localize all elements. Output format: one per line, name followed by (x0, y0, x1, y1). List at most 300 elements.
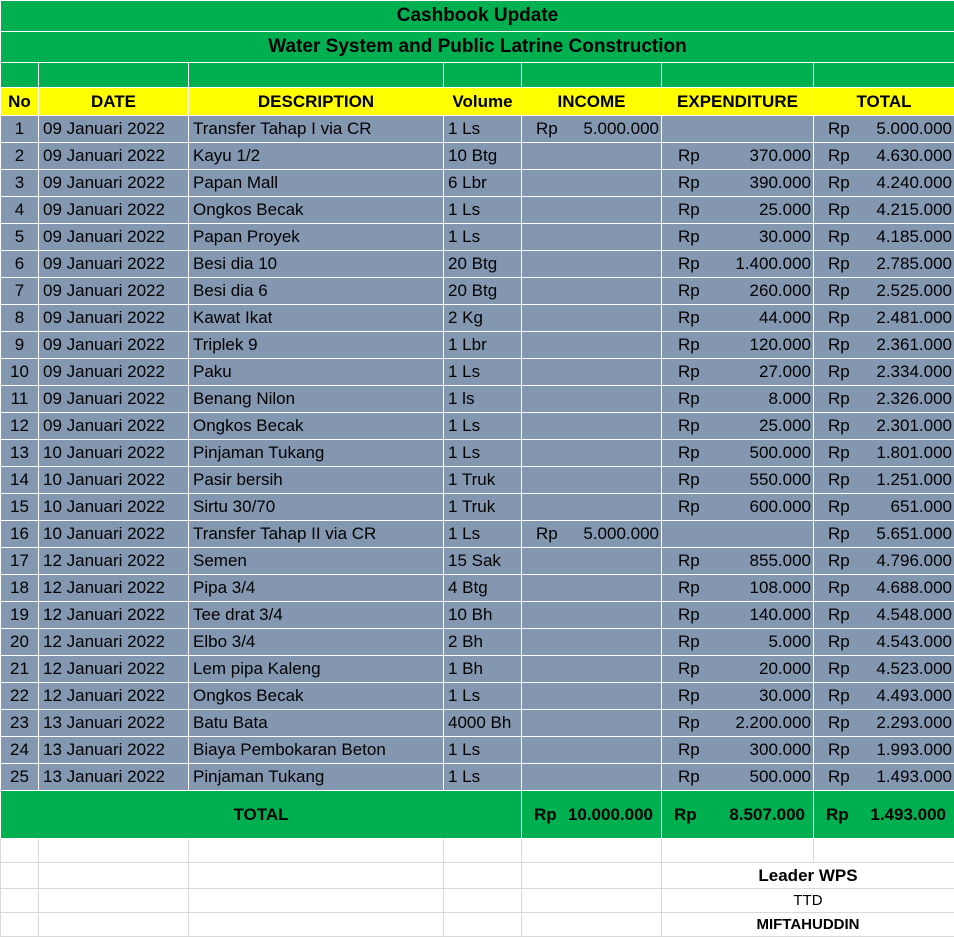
row-description-cell[interactable]: Pinjaman Tukang (189, 764, 444, 791)
header-description[interactable]: DESCRIPTION (189, 88, 444, 116)
empty-cell[interactable] (1, 839, 39, 863)
row-date-cell[interactable]: 12 Januari 2022 (39, 548, 189, 575)
currency-label: Rp (678, 659, 700, 679)
row-income-cell[interactable] (522, 629, 662, 656)
row-expenditure-value: 25.000 (759, 200, 811, 220)
row-description-cell[interactable]: Elbo 3/4 (189, 629, 444, 656)
row-description-cell[interactable]: Transfer Tahap I via CR (189, 116, 444, 143)
row-volume-cell[interactable]: 4000 Bh (444, 710, 522, 737)
row-expenditure-value: 108.000 (750, 578, 811, 598)
row-expenditure-value: 25.000 (759, 416, 811, 436)
row-expenditure-value: 855.000 (750, 551, 811, 571)
row-no-cell[interactable]: 11 (1, 386, 39, 413)
sheet-subtitle[interactable]: Water System and Public Latrine Construction (1, 32, 954, 63)
row-income-value: 5.000.000 (583, 524, 659, 544)
row-income-cell[interactable] (522, 521, 662, 548)
row-income-cell[interactable] (522, 170, 662, 197)
currency-label: Rp (536, 524, 558, 544)
empty-cell[interactable] (522, 913, 662, 937)
row-income-cell[interactable] (522, 332, 662, 359)
row-income-cell[interactable] (522, 143, 662, 170)
row-total-value: 2.334.000 (876, 362, 952, 382)
row-description-cell[interactable]: Kayu 1/2 (189, 143, 444, 170)
currency-label: Rp (678, 767, 700, 787)
row-no-cell[interactable]: 5 (1, 224, 39, 251)
row-date-cell[interactable]: 12 Januari 2022 (39, 656, 189, 683)
row-expenditure-cell[interactable] (662, 440, 814, 467)
row-date-cell[interactable]: 10 Januari 2022 (39, 440, 189, 467)
row-expenditure-value: 2.200.000 (735, 713, 811, 733)
row-total-value: 651.000 (891, 497, 952, 517)
currency-label: Rp (678, 740, 700, 760)
table-row (1, 359, 954, 386)
row-no-cell[interactable]: 4 (1, 197, 39, 224)
row-volume-cell[interactable]: 10 Bh (444, 602, 522, 629)
total-income-value: 10.000.000 (568, 805, 653, 825)
header-date[interactable]: DATE (39, 88, 189, 116)
row-income-cell[interactable] (522, 305, 662, 332)
row-date-cell[interactable]: 09 Januari 2022 (39, 278, 189, 305)
table-row (1, 413, 954, 440)
row-total-cell[interactable] (814, 413, 954, 440)
spacer-cell[interactable] (814, 63, 954, 88)
row-date-cell[interactable]: 10 Januari 2022 (39, 467, 189, 494)
row-expenditure-cell[interactable] (662, 278, 814, 305)
row-date-cell[interactable]: 09 Januari 2022 (39, 251, 189, 278)
row-expenditure-cell[interactable] (662, 683, 814, 710)
spacer-cell[interactable] (522, 63, 662, 88)
row-total-value: 2.481.000 (876, 308, 952, 328)
row-total-value: 4.630.000 (876, 146, 952, 166)
table-row (1, 170, 954, 197)
row-no-cell[interactable]: 18 (1, 575, 39, 602)
row-volume-cell[interactable]: 1 Ls (444, 359, 522, 386)
row-total-value: 4.185.000 (876, 227, 952, 247)
row-no-cell[interactable]: 13 (1, 440, 39, 467)
table-row (1, 116, 954, 143)
row-description-cell[interactable]: Ongkos Becak (189, 197, 444, 224)
row-date-cell[interactable]: 12 Januari 2022 (39, 602, 189, 629)
header-expenditure[interactable]: EXPENDITURE (662, 88, 814, 116)
row-income-cell[interactable] (522, 737, 662, 764)
empty-cell[interactable] (1, 863, 39, 889)
row-date-cell[interactable]: 09 Januari 2022 (39, 305, 189, 332)
row-income-cell[interactable] (522, 710, 662, 737)
currency-label: Rp (678, 632, 700, 652)
sheet-title[interactable]: Cashbook Update (1, 1, 954, 32)
table-row (1, 440, 954, 467)
row-volume-cell[interactable]: 1 Ls (444, 116, 522, 143)
spacer-cell[interactable] (189, 63, 444, 88)
table-row (1, 737, 954, 764)
currency-label: Rp (828, 308, 850, 328)
total-total-cell[interactable] (814, 791, 954, 839)
empty-cell[interactable] (444, 839, 522, 863)
currency-label: Rp (674, 805, 697, 825)
currency-label: Rp (828, 470, 850, 490)
currency-label: Rp (678, 416, 700, 436)
row-income-cell[interactable] (522, 494, 662, 521)
row-volume-cell[interactable]: 1 ls (444, 386, 522, 413)
table-row (1, 602, 954, 629)
row-total-value: 5.651.000 (876, 524, 952, 544)
row-income-value: 5.000.000 (583, 119, 659, 139)
row-expenditure-cell[interactable] (662, 629, 814, 656)
row-description-cell[interactable]: Triplek 9 (189, 332, 444, 359)
row-total-cell[interactable] (814, 737, 954, 764)
row-date-cell[interactable]: 13 Januari 2022 (39, 764, 189, 791)
spacer-cell[interactable] (444, 63, 522, 88)
row-no-cell[interactable]: 8 (1, 305, 39, 332)
row-total-value: 4.493.000 (876, 686, 952, 706)
table-row (1, 305, 954, 332)
row-expenditure-cell[interactable] (662, 548, 814, 575)
row-no-cell[interactable]: 14 (1, 467, 39, 494)
row-total-cell[interactable] (814, 143, 954, 170)
row-no-cell[interactable]: 17 (1, 548, 39, 575)
row-volume-cell[interactable]: 1 Ls (444, 440, 522, 467)
row-total-value: 2.525.000 (876, 281, 952, 301)
row-description-cell[interactable]: Ongkos Becak (189, 683, 444, 710)
row-expenditure-cell[interactable] (662, 494, 814, 521)
empty-cell[interactable] (662, 839, 814, 863)
row-volume-cell[interactable]: 1 Ls (444, 683, 522, 710)
row-date-cell[interactable]: 10 Januari 2022 (39, 521, 189, 548)
row-expenditure-cell[interactable] (662, 413, 814, 440)
row-volume-cell[interactable]: 6 Lbr (444, 170, 522, 197)
empty-cell[interactable] (522, 839, 662, 863)
row-no-cell[interactable]: 25 (1, 764, 39, 791)
row-income-cell[interactable] (522, 197, 662, 224)
row-description-cell[interactable]: Biaya Pembokaran Beton (189, 737, 444, 764)
row-date-cell[interactable]: 09 Januari 2022 (39, 413, 189, 440)
header-no[interactable]: No (1, 88, 39, 116)
row-description-cell[interactable]: Pipa 3/4 (189, 575, 444, 602)
signature-name[interactable]: MIFTAHUDDIN (662, 913, 954, 937)
row-date-cell[interactable]: 12 Januari 2022 (39, 683, 189, 710)
row-description-cell[interactable]: Batu Bata (189, 710, 444, 737)
row-expenditure-value: 5.000 (768, 632, 811, 652)
currency-label: Rp (678, 200, 700, 220)
table-row (1, 467, 954, 494)
row-description-cell[interactable]: Tee drat 3/4 (189, 602, 444, 629)
row-total-value: 1.801.000 (876, 443, 952, 463)
row-volume-cell[interactable]: 1 Lbr (444, 332, 522, 359)
row-total-cell[interactable] (814, 224, 954, 251)
row-total-value: 4.240.000 (876, 173, 952, 193)
row-income-cell[interactable] (522, 548, 662, 575)
row-income-cell[interactable] (522, 602, 662, 629)
row-no-cell[interactable]: 7 (1, 278, 39, 305)
row-expenditure-cell[interactable] (662, 764, 814, 791)
row-expenditure-cell[interactable] (662, 116, 814, 143)
empty-cell[interactable] (444, 889, 522, 913)
row-expenditure-cell[interactable] (662, 521, 814, 548)
row-volume-cell[interactable]: 2 Kg (444, 305, 522, 332)
row-volume-cell[interactable]: 15 Sak (444, 548, 522, 575)
row-total-value: 4.688.000 (876, 578, 952, 598)
row-volume-cell[interactable]: 1 Ls (444, 764, 522, 791)
empty-cell[interactable] (1, 913, 39, 937)
row-volume-cell[interactable]: 1 Ls (444, 737, 522, 764)
row-description-cell[interactable]: Sirtu 30/70 (189, 494, 444, 521)
row-volume-cell[interactable]: 1 Ls (444, 521, 522, 548)
row-expenditure-cell[interactable] (662, 359, 814, 386)
row-no-cell[interactable]: 6 (1, 251, 39, 278)
currency-label: Rp (828, 767, 850, 787)
currency-label: Rp (828, 173, 850, 193)
row-expenditure-cell[interactable] (662, 251, 814, 278)
spacer-cell[interactable] (39, 63, 189, 88)
row-date-cell[interactable]: 09 Januari 2022 (39, 116, 189, 143)
row-expenditure-cell[interactable] (662, 143, 814, 170)
empty-cell[interactable] (522, 889, 662, 913)
row-no-cell[interactable]: 23 (1, 710, 39, 737)
table-row (1, 143, 954, 170)
row-volume-cell[interactable]: 4 Btg (444, 575, 522, 602)
empty-cell[interactable] (189, 913, 444, 937)
row-no-cell[interactable]: 20 (1, 629, 39, 656)
row-total-cell[interactable] (814, 494, 954, 521)
row-no-cell[interactable]: 16 (1, 521, 39, 548)
empty-cell[interactable] (522, 863, 662, 889)
row-description-cell[interactable]: Transfer Tahap II via CR (189, 521, 444, 548)
row-volume-cell[interactable]: 2 Bh (444, 629, 522, 656)
row-expenditure-cell[interactable] (662, 467, 814, 494)
table-row (1, 521, 954, 548)
empty-cell[interactable] (1, 889, 39, 913)
row-description-cell[interactable]: Papan Mall (189, 170, 444, 197)
row-date-cell[interactable]: 10 Januari 2022 (39, 494, 189, 521)
row-income-cell[interactable] (522, 413, 662, 440)
row-no-cell[interactable]: 12 (1, 413, 39, 440)
row-expenditure-cell[interactable] (662, 386, 814, 413)
row-expenditure-cell[interactable] (662, 710, 814, 737)
row-volume-cell[interactable]: 1 Truk (444, 467, 522, 494)
row-total-cell[interactable] (814, 278, 954, 305)
header-volume[interactable]: Volume (444, 88, 522, 116)
row-description-cell[interactable]: Papan Proyek (189, 224, 444, 251)
row-date-cell[interactable]: 09 Januari 2022 (39, 143, 189, 170)
row-expenditure-cell[interactable] (662, 170, 814, 197)
row-no-cell[interactable]: 1 (1, 116, 39, 143)
empty-cell[interactable] (189, 889, 444, 913)
header-total[interactable]: TOTAL (814, 88, 954, 116)
row-total-cell[interactable] (814, 764, 954, 791)
spacer-cell[interactable] (662, 63, 814, 88)
row-date-cell[interactable]: 13 Januari 2022 (39, 710, 189, 737)
row-expenditure-value: 30.000 (759, 686, 811, 706)
row-total-cell[interactable] (814, 656, 954, 683)
table-row (1, 278, 954, 305)
row-total-value: 2.785.000 (876, 254, 952, 274)
row-total-cell[interactable] (814, 251, 954, 278)
row-total-cell[interactable] (814, 440, 954, 467)
row-expenditure-cell[interactable] (662, 305, 814, 332)
table-row (1, 251, 954, 278)
row-description-cell[interactable]: Pasir bersih (189, 467, 444, 494)
row-date-cell[interactable]: 09 Januari 2022 (39, 197, 189, 224)
empty-cell[interactable] (814, 839, 954, 863)
row-total-value: 1.493.000 (876, 767, 952, 787)
row-total-cell[interactable] (814, 521, 954, 548)
row-volume-cell[interactable]: 20 Btg (444, 251, 522, 278)
row-total-cell[interactable] (814, 602, 954, 629)
empty-cell[interactable] (39, 839, 189, 863)
row-no-cell[interactable]: 15 (1, 494, 39, 521)
table-row (1, 764, 954, 791)
row-income-cell[interactable] (522, 440, 662, 467)
row-expenditure-value: 30.000 (759, 227, 811, 247)
row-total-value: 4.523.000 (876, 659, 952, 679)
row-total-value: 4.796.000 (876, 551, 952, 571)
row-description-cell[interactable]: Ongkos Becak (189, 413, 444, 440)
currency-label: Rp (828, 497, 850, 517)
row-total-cell[interactable] (814, 359, 954, 386)
row-volume-cell[interactable]: 1 Truk (444, 494, 522, 521)
row-no-cell[interactable]: 9 (1, 332, 39, 359)
column-header-row (1, 88, 954, 116)
row-expenditure-cell[interactable] (662, 332, 814, 359)
row-total-cell[interactable] (814, 170, 954, 197)
row-income-cell[interactable] (522, 116, 662, 143)
currency-label: Rp (678, 335, 700, 355)
row-description-cell[interactable]: Besi dia 6 (189, 278, 444, 305)
row-total-cell[interactable] (814, 710, 954, 737)
total-income-cell[interactable] (522, 791, 662, 839)
total-label[interactable]: TOTAL (1, 791, 522, 839)
empty-cell[interactable] (39, 913, 189, 937)
currency-label: Rp (678, 551, 700, 571)
row-expenditure-cell[interactable] (662, 602, 814, 629)
currency-label: Rp (828, 659, 850, 679)
row-total-cell[interactable] (814, 467, 954, 494)
row-total-cell[interactable] (814, 548, 954, 575)
table-row (1, 683, 954, 710)
row-total-cell[interactable] (814, 305, 954, 332)
row-total-value: 2.361.000 (876, 335, 952, 355)
row-total-cell[interactable] (814, 575, 954, 602)
empty-cell[interactable] (39, 889, 189, 913)
currency-label: Rp (678, 497, 700, 517)
empty-cell[interactable] (444, 863, 522, 889)
header-income[interactable]: INCOME (522, 88, 662, 116)
table-row (1, 710, 954, 737)
row-description-cell[interactable]: Pinjaman Tukang (189, 440, 444, 467)
currency-label: Rp (678, 578, 700, 598)
empty-cell[interactable] (189, 839, 444, 863)
signature-role-row (1, 863, 954, 889)
row-income-cell[interactable] (522, 656, 662, 683)
row-date-cell[interactable]: 09 Januari 2022 (39, 170, 189, 197)
total-total-value: 1.493.000 (870, 805, 946, 825)
row-total-value: 4.548.000 (876, 605, 952, 625)
row-date-cell[interactable]: 12 Januari 2022 (39, 575, 189, 602)
row-expenditure-cell[interactable] (662, 197, 814, 224)
row-expenditure-value: 500.000 (750, 443, 811, 463)
table-row (1, 548, 954, 575)
row-total-cell[interactable] (814, 116, 954, 143)
row-income-cell[interactable] (522, 467, 662, 494)
table-row (1, 197, 954, 224)
row-no-cell[interactable]: 10 (1, 359, 39, 386)
row-expenditure-value: 20.000 (759, 659, 811, 679)
row-expenditure-cell[interactable] (662, 737, 814, 764)
row-no-cell[interactable]: 21 (1, 656, 39, 683)
row-description-cell[interactable]: Kawat Ikat (189, 305, 444, 332)
empty-cell[interactable] (189, 863, 444, 889)
row-expenditure-value: 27.000 (759, 362, 811, 382)
row-no-cell[interactable]: 2 (1, 143, 39, 170)
empty-cell[interactable] (39, 863, 189, 889)
row-date-cell[interactable]: 09 Januari 2022 (39, 332, 189, 359)
row-expenditure-value: 140.000 (750, 605, 811, 625)
spacer-cell[interactable] (1, 63, 39, 88)
empty-cell[interactable] (444, 913, 522, 937)
table-row (1, 224, 954, 251)
blank-row (1, 839, 954, 863)
row-description-cell[interactable]: Lem pipa Kaleng (189, 656, 444, 683)
row-income-cell[interactable] (522, 224, 662, 251)
currency-label: Rp (828, 389, 850, 409)
row-total-cell[interactable] (814, 197, 954, 224)
row-expenditure-cell[interactable] (662, 224, 814, 251)
row-description-cell[interactable]: Benang Nilon (189, 386, 444, 413)
row-volume-cell[interactable]: 1 Ls (444, 224, 522, 251)
signature-role[interactable]: Leader WPS (662, 863, 954, 889)
row-date-cell[interactable]: 13 Januari 2022 (39, 737, 189, 764)
row-volume-cell[interactable]: 1 Ls (444, 197, 522, 224)
row-no-cell[interactable]: 19 (1, 602, 39, 629)
row-date-cell[interactable]: 09 Januari 2022 (39, 386, 189, 413)
row-volume-cell[interactable]: 1 Ls (444, 413, 522, 440)
row-date-cell[interactable]: 12 Januari 2022 (39, 629, 189, 656)
row-income-cell[interactable] (522, 359, 662, 386)
row-total-cell[interactable] (814, 683, 954, 710)
row-income-cell[interactable] (522, 683, 662, 710)
total-expenditure-cell[interactable] (662, 791, 814, 839)
row-income-cell[interactable] (522, 575, 662, 602)
currency-label: Rp (828, 227, 850, 247)
currency-label: Rp (828, 578, 850, 598)
row-total-cell[interactable] (814, 629, 954, 656)
row-no-cell[interactable]: 24 (1, 737, 39, 764)
row-description-cell[interactable]: Semen (189, 548, 444, 575)
row-description-cell[interactable]: Besi dia 10 (189, 251, 444, 278)
currency-label: Rp (536, 119, 558, 139)
row-expenditure-cell[interactable] (662, 575, 814, 602)
row-expenditure-cell[interactable] (662, 656, 814, 683)
row-no-cell[interactable]: 22 (1, 683, 39, 710)
signature-ttd[interactable]: TTD (662, 889, 954, 913)
row-income-cell[interactable] (522, 251, 662, 278)
row-description-cell[interactable]: Paku (189, 359, 444, 386)
row-date-cell[interactable]: 09 Januari 2022 (39, 359, 189, 386)
row-no-cell[interactable]: 3 (1, 170, 39, 197)
row-volume-cell[interactable]: 20 Btg (444, 278, 522, 305)
currency-label: Rp (534, 805, 557, 825)
row-date-cell[interactable]: 09 Januari 2022 (39, 224, 189, 251)
row-total-cell[interactable] (814, 386, 954, 413)
row-volume-cell[interactable]: 1 Bh (444, 656, 522, 683)
row-total-cell[interactable] (814, 332, 954, 359)
row-total-value: 1.993.000 (876, 740, 952, 760)
row-income-cell[interactable] (522, 278, 662, 305)
currency-label: Rp (678, 713, 700, 733)
row-volume-cell[interactable]: 10 Btg (444, 143, 522, 170)
row-income-cell[interactable] (522, 386, 662, 413)
row-income-cell[interactable] (522, 764, 662, 791)
